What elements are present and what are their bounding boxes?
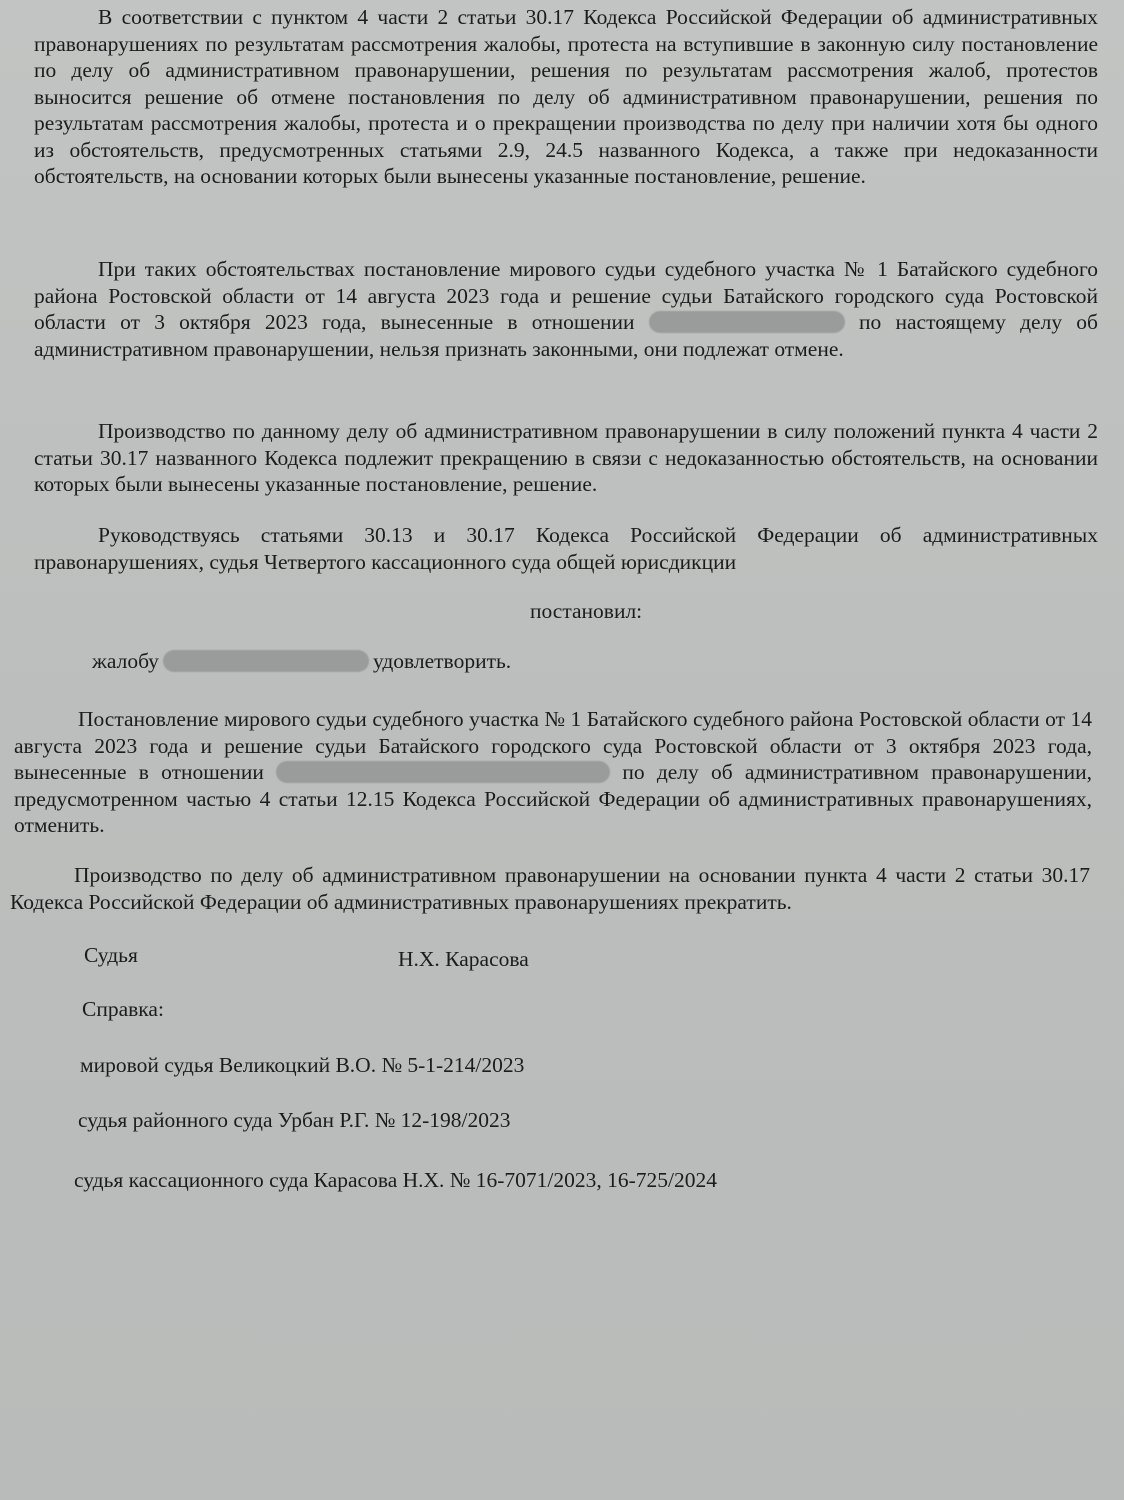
paragraph-circumstances-tail: по настоящему делу об административном правонарушении, нельзя признать законными, они подлежат отмене. [34,310,1098,361]
reference-line: судья районного суда Урбан Р.Г. № 12-198/2023 [78,1108,511,1132]
signature-name: Н.Х. Карасова [398,947,529,971]
paragraph-circumstances-text: При таких обстоятельствах постановление мирового судьи судебного участка № 1 Батайского судебного района Ростовской области от 14 августа 2023 года и решение судьи Батайского городского суда Ростовской области от 3 октября 2023 года, вынесенные в отношении [34,257,1098,334]
complaint-label: жалобу [92,649,159,673]
paragraph-legal-basis: В соответствии с пунктом 4 части 2 статьи 30.17 Кодекса Российской Федерации об административных правонарушениях по результатам рассмотрения жалобы, протеста на вступившие в законную силу постановление по делу об административном правонарушении, решения по результатам рассмотрения жалоб, протестов выносится решение об отмене постановления по делу об административном правонарушении, решения по результатам рассмотрения жалобы, протеста и о прекращении производства по делу при наличии хотя бы одного из обстоятельств, предусмотренных статьями 2.9, 24.5 названного Кодекса, а также при недоказанности обстоятельств, на основании которых были вынесены указанные постановление, решение. [34,5,1098,188]
paragraph-proceedings: Производство по данному делу об административном правонарушении в силу положений пункта 4 части 2 статьи 30.17 названного Кодекса подлежит прекращению в связи с недоказанностью обстоятельств, на основании которых были вынесены указанные постановление, решение. [34,419,1098,496]
signature-role: Судья [84,943,138,967]
redacted-name [649,311,845,333]
decree-heading: постановил: [530,599,643,623]
paragraph-cancel [14,706,1092,839]
redacted-name [276,761,610,783]
paragraph-circumstances [34,256,1098,362]
paragraph-complaint [92,648,511,674]
reference-line: судья кассационного суда Карасова Н.Х. № 16-7071/2023, 16-725/2024 [74,1168,717,1192]
paragraph-guided-by: Руководствуясь статьями 30.13 и 30.17 Кодекса Российской Федерации об административных правонарушениях, судья Четвертого кассационного суда общей юрисдикции [34,523,1098,574]
paragraph-terminate: Производство по делу об административном правонарушении на основании пункта 4 части 2 статьи 30.17 Кодекса Российской Федерации об административных правонарушениях прекратить. [10,863,1090,914]
redacted-name [163,650,369,672]
complaint-verdict: удовлетворить. [372,649,512,673]
reference-title: Справка: [82,997,164,1021]
paragraph-cancel-tail: по делу об административном правонарушении, предусмотренном частью 4 статьи 12.15 Кодекса Российской Федерации об административных правонарушениях, отменить. [14,760,1093,837]
paragraph-cancel-text: Постановление мирового судьи судебного участка № 1 Батайского судебного района Ростовской области от 14 августа 2023 года и решение судьи Батайского городского суда Ростовской области от 3 октября 2023 года, вынесенные в отношении [14,707,1092,784]
reference-line: мировой судья Великоцкий В.О. № 5-1-214/2023 [80,1053,525,1077]
